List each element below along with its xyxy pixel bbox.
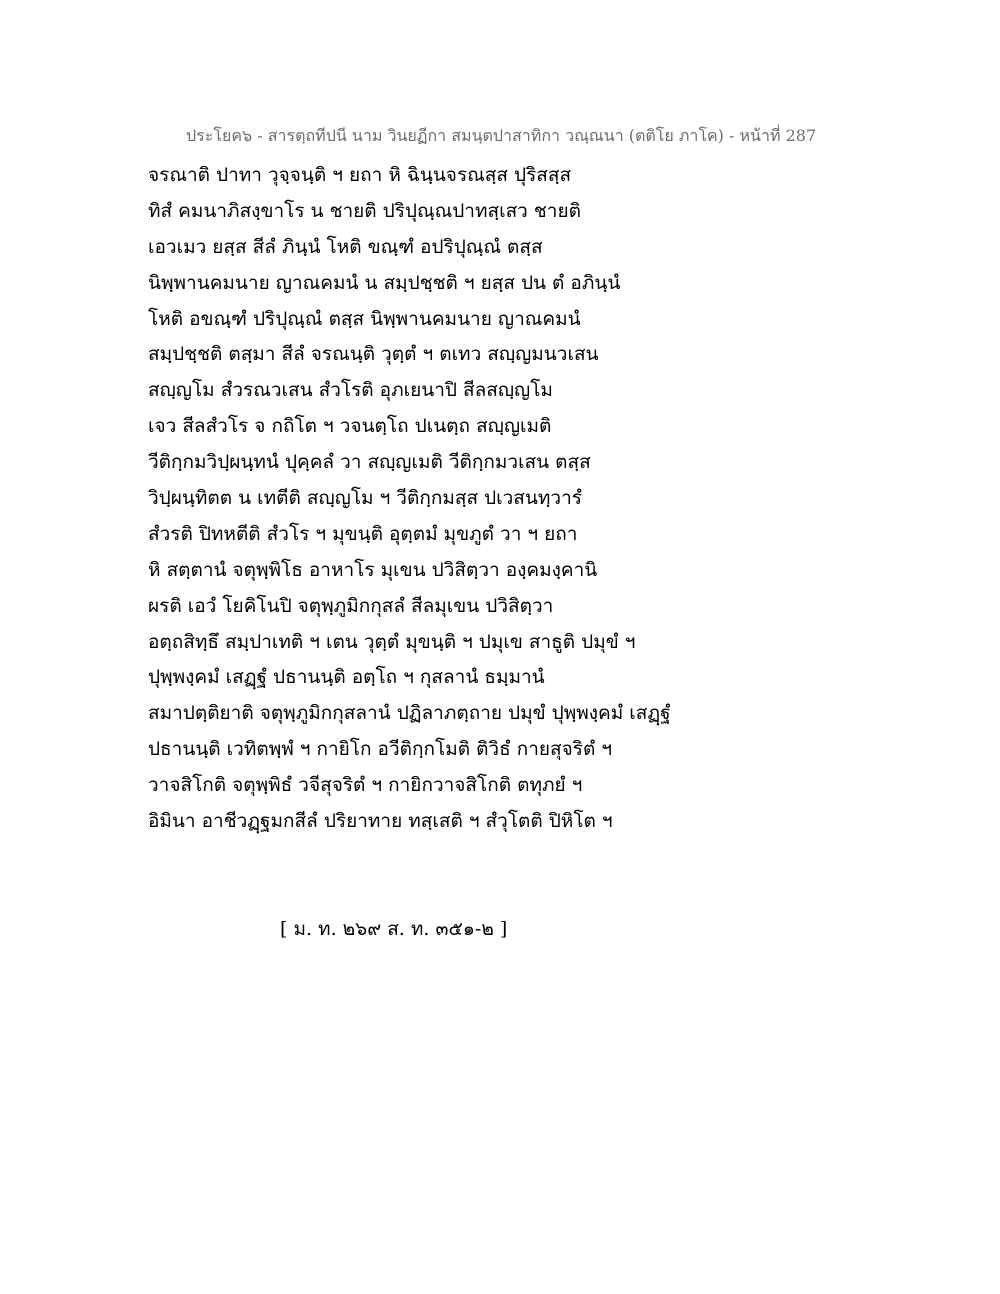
text-line: วีติกฺกมวิปฺผนฺทนํ ปุคฺคลํ วา สญฺญเมติ วีติกฺกมวเสน ตสฺส: [148, 451, 591, 474]
reference-note: [ ม. ท. ๒๖๙ ส. ท. ๓๕๑-๒ ]: [280, 918, 508, 940]
body-text: [148, 158, 868, 840]
text-line: สมฺปชฺชติ ตสฺมา สีลํ จรณนฺติ วุตฺตํ ฯ ตเทว สญฺญมนวเสน: [148, 343, 599, 366]
text-line: ปธานนฺติ เวทิตพฺพํ ฯ กายิโก อวีติกฺกโมติ ติวิธํ กายสุจริตํ ฯ: [148, 738, 613, 761]
text-line: เจว สีลสํวโร จ กถิโต ฯ วจนตฺโถ ปเนตฺถ สญฺญเมติ: [148, 415, 552, 438]
running-header: ประโยค๖ - สารตฺถทีปนี นาม วินยฏีกา สมนฺตปาสาทิกา วณฺณนา (ตติโย ภาโค) - หน้าที่ 287: [186, 126, 817, 145]
text-line: ผรติ เอวํ โยคิโนปิ จตุพฺภูมิกกุสลํ สีลมุเขน ปวิสิตฺวา: [148, 594, 554, 617]
text-line: สํวรติ ปิทหตีติ สํวโร ฯ มุขนฺติ อุตฺตมํ มุขภูตํ วา ฯ ยถา: [148, 522, 578, 545]
text-line: ทิสํ คมนาภิสงฺขาโร น ชายติ ปริปุณฺณปาทสฺเสว ชายติ: [148, 199, 581, 222]
text-line: นิพฺพานคมนาย ญาณคมนํ น สมฺปชฺชติ ฯ ยสฺส ปน ตํ อภินฺนํ: [148, 271, 621, 294]
text-line: อิมินา อาชีวฏฺฐมกสีลํ ปริยาทาย ทสฺเสติ ฯ สํวุโตติ ปิหิโต ฯ: [148, 810, 613, 833]
text-line: โหติ อขณฺฑํ ปริปุณฺณํ ตสฺส นิพฺพานคมนาย ญาณคมนํ: [148, 307, 581, 330]
text-line: อตฺถสิทฺธึ สมฺปาเทติ ฯ เตน วุตฺตํ มุขนฺติ ฯ ปมุเข สาธูติ ปมุขํ ฯ: [148, 630, 636, 653]
text-line: วาจสิโกติ จตุพฺพิธํ วจีสุจริตํ ฯ กายิกวาจสิโกติ ตทุภยํ ฯ: [148, 774, 583, 797]
text-line: สมาปตฺติยาติ จตุพฺภูมิกกุสลานํ ปฏิลาภตฺถาย ปมุขํ ปุพฺพงฺคมํ เสฏฺฐํ: [148, 702, 671, 725]
text-line: เอวเมว ยสฺส สีลํ ภินฺนํ โหติ ขณฺฑํ อปริปุณฺณํ ตสฺส: [148, 235, 543, 258]
text-line: สญฺญโม สํวรณวเสน สํวโรติ อุภเยนาปิ สีลสญฺญโม: [148, 379, 553, 402]
text-line: ปุพฺพงฺคมํ เสฏฺฐํ ปธานนฺติ อตฺโถ ฯ กุสลานํ ธมฺมานํ: [148, 666, 545, 689]
text-line: วิปฺผนฺทิตต น เทตีติ สญฺญโม ฯ วีติกฺกมสฺส ปเวสนทฺวารํ: [148, 487, 582, 510]
text-line: จรณาติ ปาทา วุจฺจนฺติ ฯ ยถา หิ ฉินฺนจรณสฺส ปุริสสฺส: [148, 164, 572, 186]
text-line: หิ สตฺตานํ จตุพฺพิโธ อาหาโร มุเขน ปวิสิตฺวา องฺคมงฺคานิ: [148, 558, 598, 581]
